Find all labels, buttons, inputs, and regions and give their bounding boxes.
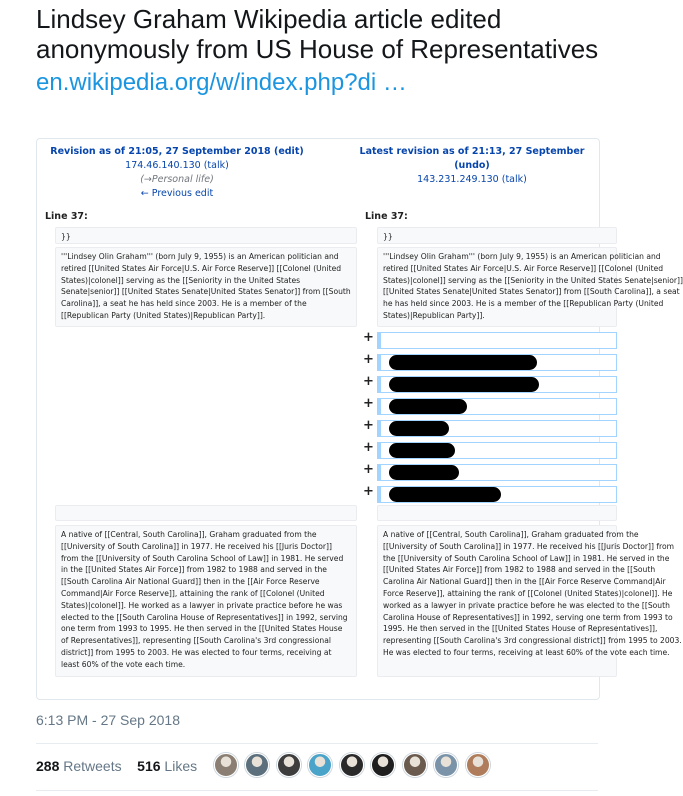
left-line-number: Line 37: — [45, 211, 88, 222]
left-context-braces: }} — [55, 227, 357, 244]
tweet-stats — [36, 758, 197, 774]
redaction-mark — [389, 399, 467, 414]
retweets-label[interactable]: Retweets — [63, 758, 122, 774]
tweet-link[interactable]: en.wikipedia.org/w/index.php?di … — [36, 69, 407, 96]
right-context-native — [377, 525, 682, 677]
tweet-timestamp[interactable]: 6:13 PM - 27 Sep 2018 — [36, 712, 180, 728]
right-context-intro — [377, 247, 683, 327]
redaction-mark — [389, 377, 539, 392]
avatar[interactable] — [277, 753, 301, 777]
left-revision-header — [37, 139, 317, 201]
avatar[interactable] — [466, 753, 490, 777]
redaction-mark — [389, 421, 449, 436]
added-line-marker: + — [363, 484, 374, 499]
undo-link[interactable]: (undo) — [454, 160, 490, 171]
avatar[interactable] — [434, 753, 458, 777]
left-context-native: A native of [[Central, South Carolina]], Graham graduated from the [[University of South Carolina]] in 1977. He received his [[Juris Doctor]] from the [[University of South Carolina School of Law]] in 1981. He served in the [[United States Air Force]] from 1982 to 1988 and served in the [[South Carolina Air National Guard]] then in the [[Air Force Reserve Command|Air Force Reserve]], attaining the rank of [[Colonel (United States)|colonel]]. He worked as a lawyer in private practice before he was elected to the [[South Carolina House of Representatives]] in 1992, serving one term from 1993 to 1995. He then served in the [[United States House of Representatives]], representing [[South Carolina's 3rd congressional district]] from 1995 to 2003. He was elected to four terms, receiving at least 60% of the vote each time. — [55, 525, 357, 677]
avatar[interactable] — [245, 753, 269, 777]
left-revision-title[interactable]: Revision as of 21:05, 27 September 2018 (edit) — [50, 146, 304, 157]
avatar[interactable] — [340, 753, 364, 777]
redaction-mark — [389, 487, 501, 502]
redaction-mark — [389, 443, 455, 458]
left-revision-user[interactable]: 174.46.140.130 (talk) — [125, 160, 229, 171]
previous-edit-link[interactable]: ← Previous edit — [140, 188, 214, 199]
added-line-marker: + — [363, 462, 374, 477]
divider — [36, 743, 598, 744]
liker-avatars — [214, 753, 493, 782]
divider — [36, 790, 598, 791]
added-line-marker: + — [363, 330, 374, 345]
like-count[interactable]: 516 — [137, 758, 161, 774]
right-revision-header — [337, 139, 607, 187]
redaction-mark — [389, 355, 537, 370]
right-context-native-text: A native of [[Central, South Carolina]], Graham graduated from the [[University of South Carolina]] in 1977. He received his [[Juris Doctor]] from the [[University of South Carolina School of Law]] in 1981. He served in the [[United States Air Force]] from 1982 to 1988 and served in the [[South Carolina Air National Guard]] then in the [[Air Force Reserve Command|Air Force Reserve]], attaining the rank of [[Colonel (United States)|colonel]]. He worked as a lawyer in private practice before he was elected to the [[South Carolina House of Representatives]] in 1992, serving one term from 1993 to 1995. He then served in the [[United States House of Representatives]], representing [[South Carolina's 3rd congressional district]] from 1995 to 2003. He was elected to four terms, receiving at least 60% of the vote each time. — [383, 530, 682, 657]
right-context-braces: }} — [377, 227, 617, 244]
added-line-marker: + — [363, 396, 374, 411]
added-line-marker: + — [363, 352, 374, 367]
added-line-marker: + — [363, 374, 374, 389]
avatar[interactable] — [308, 753, 332, 777]
avatar[interactable] — [214, 753, 238, 777]
avatar[interactable] — [403, 753, 427, 777]
tweet-body: Lindsey Graham Wikipedia article edited anonymously from US House of Representatives — [36, 4, 599, 64]
right-revision-user[interactable]: 143.231.249.130 (talk) — [417, 174, 527, 185]
left-context-intro: '''Lindsey Olin Graham''' (born July 9, 1955) is an American politician and retired [[United States Air Force|U.S. Air Force Reserve]] [[Colonel (United States)|colonel]] serving as the [[Seniority in the United States Senate|senior]] [[United States Senate|United States Senator]] from [[South Carolina]], a seat he has held since 2003. He is a member of the [[Republican Party (United States)|Republican Party]]. — [55, 247, 357, 327]
tweet-text — [36, 4, 616, 99]
right-revision-title[interactable]: Latest revision as of 21:13, 27 September — [359, 146, 585, 157]
right-line-number: Line 37: — [365, 211, 408, 222]
retweet-count[interactable]: 288 — [36, 758, 60, 774]
added-line-marker: + — [363, 440, 374, 455]
diff-card[interactable] — [36, 138, 683, 700]
redaction-mark — [389, 465, 459, 480]
likes-label[interactable]: Likes — [164, 758, 198, 774]
avatar[interactable] — [371, 753, 395, 777]
right-context-intro-text: '''Lindsey Olin Graham''' (born July 9, 1955) is an American politician and retired [[United States Air Force|U.S. Air Force Reserve]] [[Colonel (United States)|colonel]] serving as the [[Seniority in the United States Senate|senior]] [[United States Senate|United States Senator]] from [[South Carolina]], a seat he has held since 2003. He is a member of the [[Republican Party (United States)|Republican Party]]. — [383, 252, 683, 320]
added-line-marker: + — [363, 418, 374, 433]
left-revision-comment[interactable]: (→Personal life) — [140, 174, 214, 185]
left-context-empty — [55, 505, 357, 521]
right-context-empty — [377, 505, 617, 521]
added-line — [377, 332, 617, 349]
